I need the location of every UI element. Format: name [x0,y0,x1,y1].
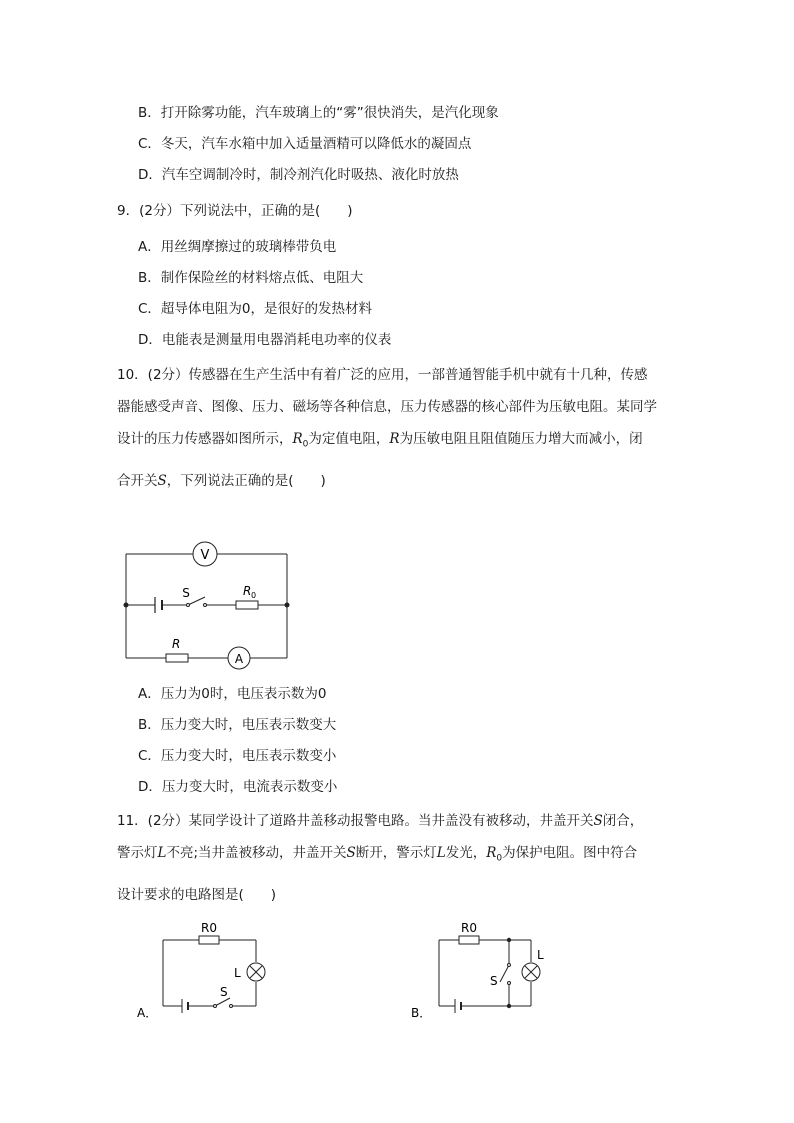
q11-text: 不亮;当井盖被移动，井盖开关 [166,845,347,861]
lamp-label: L [537,948,544,962]
q9-option-d: D．电能表是测量用电器消耗电功率的仪表 [138,332,392,348]
q10-text: 为定值电阻， [308,431,390,447]
q11-text: 警示灯 [117,845,158,861]
r0-label: R [243,584,252,598]
lamp-label: L [234,966,241,980]
q9-option-c: C．超导体电阻为0，是很好的发热材料 [138,301,373,317]
q9-option-a: A．用丝绸摩擦过的玻璃棒带负电 [138,239,337,255]
option-a-label: A． [137,1006,158,1020]
q10-stem-line1: 10．(2分）传感器在生产生活中有着广泛的应用，一部普通智能手机中就有十几种，传感 [117,367,648,383]
q10-option-c: C．压力变大时，电压表示数变小 [138,748,337,764]
voltmeter-label: V [200,548,210,563]
r0-label: R0 [461,921,477,935]
r-label: R [172,637,181,651]
s-symbol: S [157,473,167,489]
q10-text: 设计的压力传感器如图所示， [117,431,293,447]
l-symbol: L [157,845,167,861]
q8-option-c: C．冬天，汽车水箱中加入适量酒精可以降低水的凝固点 [138,136,472,152]
q8-option-b: B．打开除雾功能，汽车玻璃上的“雾”很快消失，是汽化现象 [138,105,499,121]
ammeter-label: A [234,652,244,666]
switch-label: S [220,985,228,999]
q11-text: 11．(2分）某同学设计了道路井盖移动报警电路。当井盖没有被移动，井盖开关 [117,813,594,829]
q10-option-d: D．压力变大时，电流表示数变小 [138,779,338,795]
q10-text: ，下列说法正确的是( ) [166,473,326,489]
r0-symbol: R [486,845,497,861]
q10-stem-line2: 器能感受声音、图像、压力、磁场等各种信息，压力传感器的核心部件为压敏电阻。某同学 [117,399,657,415]
q11-stem-line3: 设计要求的电路图是( ) [117,887,277,903]
q10-text: 合开关 [117,473,158,489]
switch-label: S [490,974,498,988]
q8-option-d: D．汽车空调制冷时，制冷剂汽化时吸热、液化时放热 [138,167,459,183]
r0-subscript: 0 [496,853,503,864]
q11-text: 断开，警示灯 [355,845,437,861]
q11-text: 闭合， [602,813,644,829]
switch-label: S [182,586,190,600]
s-symbol: S [346,845,356,861]
s-symbol: S [593,813,603,829]
q10-option-b: B．压力变大时，电压表示数变大 [138,717,337,733]
r0-label-sub: 0 [251,591,257,600]
q9-option-b: B．制作保险丝的材料熔点低、电阻大 [138,270,364,286]
r0-label: R0 [201,921,217,935]
q11-text: 为保护电阻。图中符合 [502,845,638,861]
r0-subscript: 0 [302,439,309,450]
r-symbol: R [389,431,400,447]
q9-stem: 9．(2分）下列说法中，正确的是( ) [117,203,353,219]
l-symbol: L [436,845,446,861]
r0-symbol: R [292,431,303,447]
q11-text: 发光， [445,845,487,861]
q10-text: 为压敏电阻且阻值随压力增大而减小，闭 [399,431,643,447]
option-b-label: B． [411,1006,432,1020]
q10-option-a: A．压力为0时，电压表示数为0 [138,686,327,702]
